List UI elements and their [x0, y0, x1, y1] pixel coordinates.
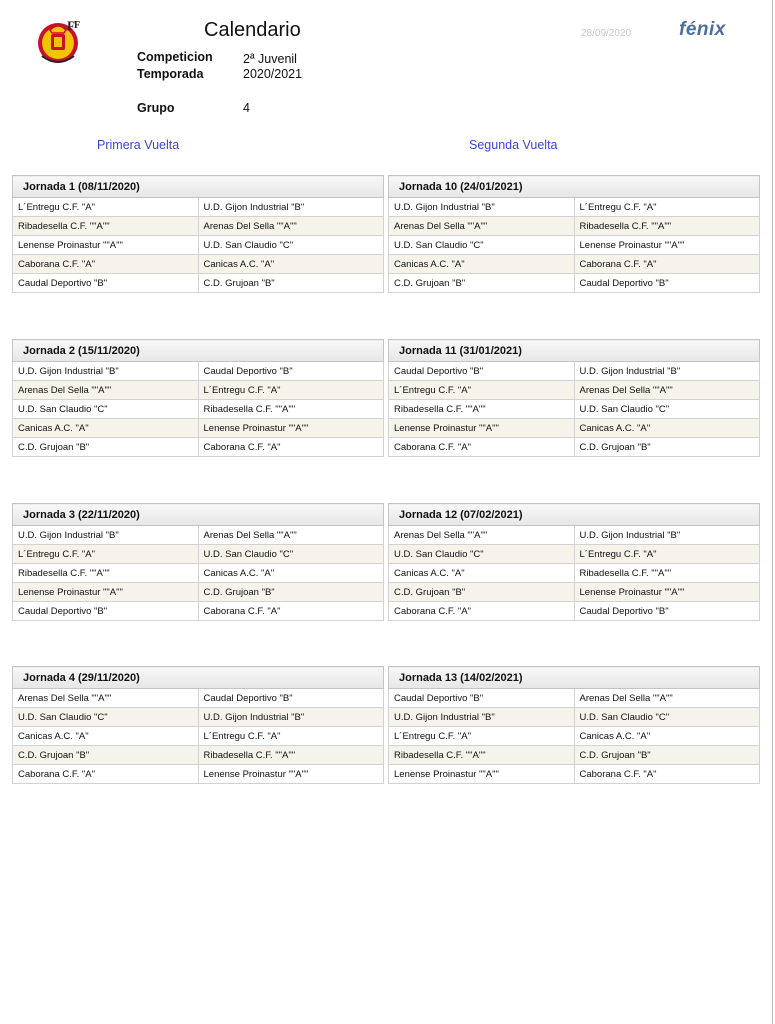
- home-team: U.D. San Claudio "C": [389, 236, 575, 255]
- match-row: [389, 362, 760, 381]
- away-team: Arenas Del Sella ""A"": [198, 217, 384, 236]
- match-row: [13, 583, 384, 602]
- away-team: U.D. Gijon Industrial "B": [198, 198, 384, 217]
- away-team: Caudal Deportivo "B": [574, 602, 760, 621]
- temporada-value: 2020/2021: [243, 67, 303, 81]
- away-team: Caudal Deportivo "B": [574, 274, 760, 293]
- home-team: C.D. Grujoan "B": [13, 438, 199, 457]
- away-team: Arenas Del Sella ""A"": [574, 381, 760, 400]
- jornada-table: [388, 503, 760, 621]
- home-team: Caborana C.F. "A": [389, 438, 575, 457]
- segunda-vuelta-link[interactable]: Segunda Vuelta: [469, 138, 558, 152]
- match-row: [389, 198, 760, 217]
- away-team: Lenense Proinastur ""A"": [574, 583, 760, 602]
- home-team: Caborana C.F. "A": [13, 765, 199, 784]
- home-team: C.D. Grujoan "B": [389, 274, 575, 293]
- away-team: L´Entregu C.F. "A": [574, 198, 760, 217]
- match-row: [13, 362, 384, 381]
- home-team: U.D. Gijon Industrial "B": [389, 198, 575, 217]
- match-row: [13, 419, 384, 438]
- away-team: Lenense Proinastur ""A"": [198, 419, 384, 438]
- away-team: Canicas A.C. "A": [574, 727, 760, 746]
- match-row: [13, 217, 384, 236]
- home-team: U.D. San Claudio "C": [389, 545, 575, 564]
- home-team: L´Entregu C.F. "A": [389, 727, 575, 746]
- home-team: Caudal Deportivo "B": [13, 274, 199, 293]
- match-row: [13, 400, 384, 419]
- match-row: [389, 545, 760, 564]
- home-team: Ribadesella C.F. ""A"": [389, 400, 575, 419]
- match-row: [13, 526, 384, 545]
- jornada-title: Jornada 10 (24/01/2021): [389, 176, 760, 198]
- home-team: Lenense Proinastur ""A"": [389, 419, 575, 438]
- jornada-table: [388, 175, 760, 293]
- home-team: U.D. Gijon Industrial "B": [389, 708, 575, 727]
- away-team: Ribadesella C.F. ""A"": [198, 746, 384, 765]
- home-team: Caudal Deportivo "B": [13, 602, 199, 621]
- match-row: [13, 198, 384, 217]
- match-row: [389, 381, 760, 400]
- match-row: [389, 438, 760, 457]
- away-team: Canicas A.C. "A": [574, 419, 760, 438]
- page-edge: [772, 0, 773, 1024]
- grupo-value: 4: [243, 101, 250, 115]
- away-team: Ribadesella C.F. ""A"": [574, 564, 760, 583]
- away-team: C.D. Grujoan "B": [198, 274, 384, 293]
- away-team: U.D. San Claudio "C": [574, 708, 760, 727]
- home-team: Lenense Proinastur ""A"": [13, 583, 199, 602]
- match-row: [389, 746, 760, 765]
- print-date: 28/09/2020: [581, 28, 632, 39]
- home-team: Ribadesella C.F. ""A"": [13, 564, 199, 583]
- match-row: [389, 255, 760, 274]
- competicion-value: 2ª Juvenil: [243, 52, 297, 66]
- home-team: Canicas A.C. "A": [13, 727, 199, 746]
- away-team: U.D. San Claudio "C": [574, 400, 760, 419]
- match-row: [13, 236, 384, 255]
- match-row: [389, 564, 760, 583]
- match-row: [13, 708, 384, 727]
- match-row: [13, 545, 384, 564]
- jornada-title: Jornada 2 (15/11/2020): [13, 340, 384, 362]
- jornada-table: [12, 175, 384, 293]
- home-team: Lenense Proinastur ""A"": [13, 236, 199, 255]
- jornada-table: [388, 666, 760, 784]
- away-team: Lenense Proinastur ""A"": [198, 765, 384, 784]
- away-team: Caborana C.F. "A": [198, 438, 384, 457]
- match-row: [13, 746, 384, 765]
- home-team: Ribadesella C.F. ""A"": [13, 217, 199, 236]
- away-team: Caborana C.F. "A": [198, 602, 384, 621]
- match-row: [389, 419, 760, 438]
- away-team: Canicas A.C. "A": [198, 564, 384, 583]
- away-team: Arenas Del Sella ""A"": [574, 689, 760, 708]
- away-team: C.D. Grujoan "B": [198, 583, 384, 602]
- jornada-title: Jornada 3 (22/11/2020): [13, 504, 384, 526]
- match-row: [389, 526, 760, 545]
- home-team: L´Entregu C.F. "A": [13, 198, 199, 217]
- page-title: Calendario: [204, 19, 301, 41]
- temporada-label: Temporada: [137, 67, 204, 81]
- svg-text:F: F: [67, 18, 75, 33]
- home-team: Caudal Deportivo "B": [389, 362, 575, 381]
- home-team: U.D. San Claudio "C": [13, 400, 199, 419]
- home-team: C.D. Grujoan "B": [389, 583, 575, 602]
- away-team: Lenense Proinastur ""A"": [574, 236, 760, 255]
- away-team: Caborana C.F. "A": [574, 255, 760, 274]
- match-row: [389, 727, 760, 746]
- grupo-label: Grupo: [137, 101, 175, 115]
- match-row: [13, 727, 384, 746]
- away-team: L´Entregu C.F. "A": [198, 727, 384, 746]
- away-team: U.D. Gijon Industrial "B": [574, 526, 760, 545]
- match-row: [389, 708, 760, 727]
- home-team: Ribadesella C.F. ""A"": [389, 746, 575, 765]
- match-row: [13, 564, 384, 583]
- home-team: Caudal Deportivo "B": [389, 689, 575, 708]
- away-team: C.D. Grujoan "B": [574, 746, 760, 765]
- home-team: Canicas A.C. "A": [389, 255, 575, 274]
- match-row: [13, 274, 384, 293]
- home-team: Caborana C.F. "A": [389, 602, 575, 621]
- away-team: Caudal Deportivo "B": [198, 689, 384, 708]
- jornada-table: [12, 339, 384, 457]
- home-team: Caborana C.F. "A": [13, 255, 199, 274]
- jornada-table: [388, 339, 760, 457]
- home-team: Arenas Del Sella ""A"": [13, 689, 199, 708]
- svg-text:F: F: [74, 20, 81, 31]
- home-team: L´Entregu C.F. "A": [13, 545, 199, 564]
- away-team: Ribadesella C.F. ""A"": [198, 400, 384, 419]
- match-row: [389, 689, 760, 708]
- jornada-title: Jornada 13 (14/02/2021): [389, 667, 760, 689]
- jornada-title: Jornada 11 (31/01/2021): [389, 340, 760, 362]
- away-team: C.D. Grujoan "B": [574, 438, 760, 457]
- jornada-table: [12, 666, 384, 784]
- match-row: [389, 217, 760, 236]
- match-row: [389, 400, 760, 419]
- away-team: L´Entregu C.F. "A": [574, 545, 760, 564]
- home-team: C.D. Grujoan "B": [13, 746, 199, 765]
- away-team: Caborana C.F. "A": [574, 765, 760, 784]
- jornada-title: Jornada 1 (08/11/2020): [13, 176, 384, 198]
- away-team: Arenas Del Sella ""A"": [198, 526, 384, 545]
- match-row: [389, 236, 760, 255]
- match-row: [13, 602, 384, 621]
- away-team: L´Entregu C.F. "A": [198, 381, 384, 400]
- brand-logo-text: fénix: [679, 19, 726, 40]
- primera-vuelta-link[interactable]: Primera Vuelta: [97, 138, 180, 152]
- jornada-table: [12, 503, 384, 621]
- match-row: [13, 255, 384, 274]
- home-team: Arenas Del Sella ""A"": [389, 526, 575, 545]
- home-team: U.D. Gijon Industrial "B": [13, 526, 199, 545]
- away-team: U.D. Gijon Industrial "B": [574, 362, 760, 381]
- away-team: U.D. Gijon Industrial "B": [198, 708, 384, 727]
- jornada-title: Jornada 12 (07/02/2021): [389, 504, 760, 526]
- match-row: [389, 274, 760, 293]
- away-team: Ribadesella C.F. ""A"": [574, 217, 760, 236]
- match-row: [389, 583, 760, 602]
- match-row: [13, 381, 384, 400]
- match-row: [13, 689, 384, 708]
- home-team: U.D. San Claudio "C": [13, 708, 199, 727]
- home-team: Canicas A.C. "A": [13, 419, 199, 438]
- federation-logo: [34, 16, 86, 68]
- home-team: Lenense Proinastur ""A"": [389, 765, 575, 784]
- match-row: [389, 602, 760, 621]
- match-row: [13, 765, 384, 784]
- jornada-title: Jornada 4 (29/11/2020): [13, 667, 384, 689]
- home-team: L´Entregu C.F. "A": [389, 381, 575, 400]
- match-row: [389, 765, 760, 784]
- away-team: U.D. San Claudio "C": [198, 236, 384, 255]
- away-team: Canicas A.C. "A": [198, 255, 384, 274]
- home-team: Arenas Del Sella ""A"": [13, 381, 199, 400]
- home-team: Canicas A.C. "A": [389, 564, 575, 583]
- away-team: U.D. San Claudio "C": [198, 545, 384, 564]
- away-team: Caudal Deportivo "B": [198, 362, 384, 381]
- home-team: Arenas Del Sella ""A"": [389, 217, 575, 236]
- match-row: [13, 438, 384, 457]
- competicion-label: Competicion: [137, 50, 213, 64]
- home-team: U.D. Gijon Industrial "B": [13, 362, 199, 381]
